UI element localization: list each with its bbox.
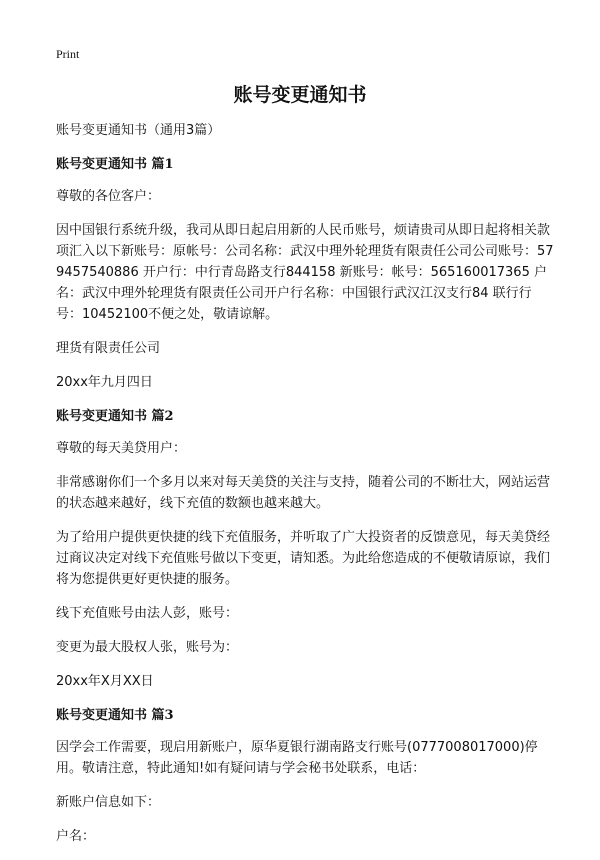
section-1-greeting: 尊敬的各位客户： [56, 189, 161, 204]
section-2-body-1: 非常感谢你们一个多月以来对每天美贷的关注与支持，随着公司的不断壮大，网站运营的状态越来越好，线下充值的数额也越来越大。 [56, 475, 551, 511]
section-1-signature: 理货有限责任公司 [56, 341, 161, 356]
section-3-body: 因学会工作需要，现启用新账户，原华夏银行湖南路支行账号(0777008017000)停用。敬请注意，特此通知!如有疑问请与学会秘书处联系，电话： [56, 740, 538, 776]
intro-line: 账号变更通知书（通用3篇） [56, 123, 221, 138]
section-1-date: 20xx年九月四日 [56, 375, 153, 390]
section-3-heading: 账号变更通知书 篇3 [56, 708, 174, 723]
section-1-body: 因中国银行系统升级，我司从即日起启用新的人民币账号，烦请贵司从即日起将相关款项汇入以下新账号：原帐号：公司名称：武汉中理外轮理货有限责任公司公司账号：579457540886 开户行：中行青岛路支行844158 新账号：帐号：565160017365 户名：武汉中理外轮理货有限责任公司开户行名称：中国银行武汉江汉支行84 联行行号：10452100不便之处，敬请谅解。 [56, 223, 554, 322]
section-2-new-account: 变更为最大股权人张，账号为： [56, 640, 239, 655]
section-2-old-account: 线下充值账号由法人彭，账号： [56, 606, 239, 621]
print-label: Print [56, 47, 80, 61]
section-3-account-name: 户名： [56, 829, 96, 844]
section-2-heading: 账号变更通知书 篇2 [56, 409, 174, 424]
section-2-greeting: 尊敬的每天美贷用户： [56, 441, 187, 456]
document-body [56, 120, 556, 860]
section-1-heading: 账号变更通知书 篇1 [56, 157, 174, 172]
section-2-date: 20xx年X月XX日 [56, 674, 154, 689]
section-3-new-account-info: 新账户信息如下： [56, 795, 161, 810]
section-2-body-2: 为了给用户提供更快捷的线下充值服务，并听取了广大投资者的反馈意见，每天美贷经过商议决定对线下充值账号做以下变更，请知悉。为此给您造成的不便敬请原谅，我们将为您提供更好更快捷的服务。 [56, 530, 551, 587]
page-title: 账号变更通知书 [233, 84, 367, 106]
